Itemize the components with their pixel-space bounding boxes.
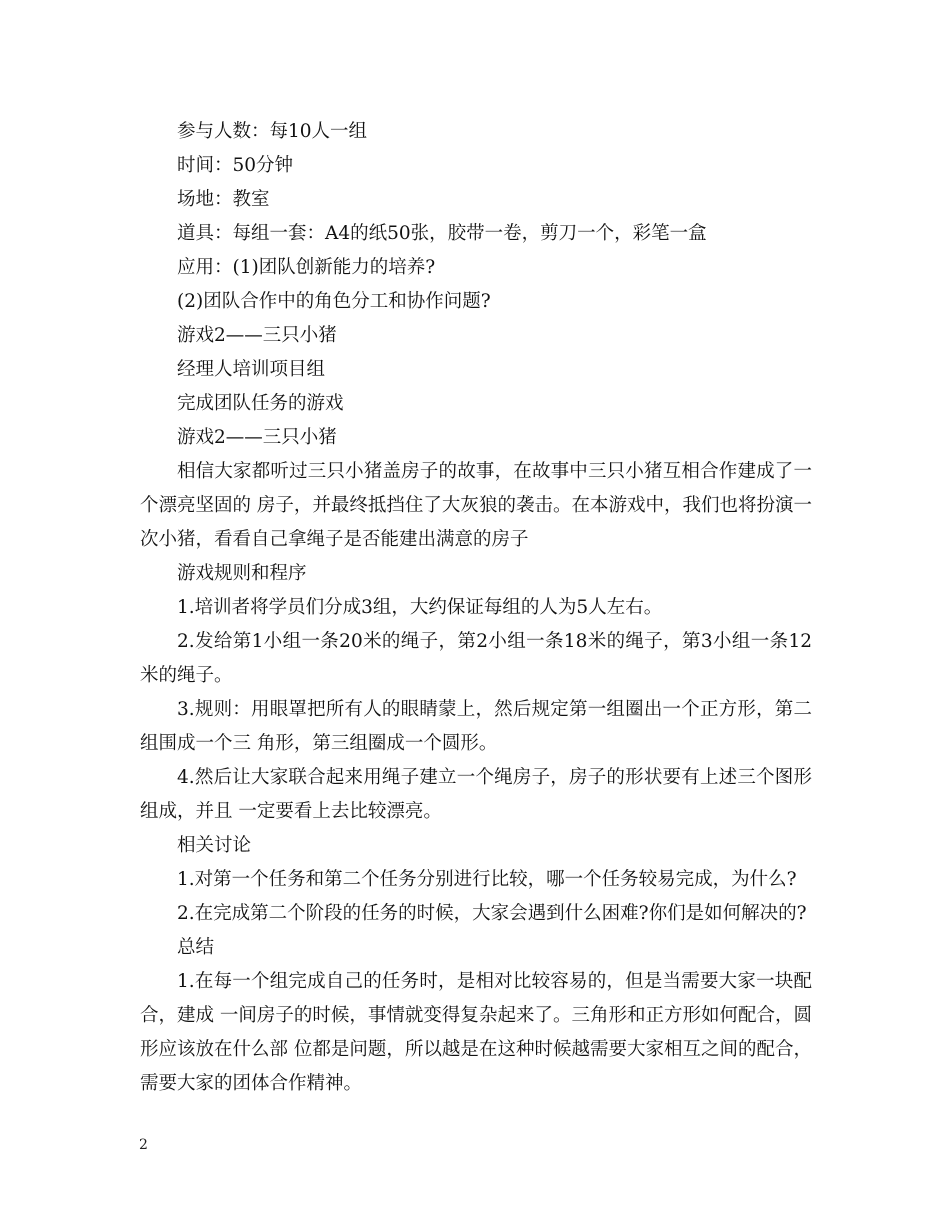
paragraph-section-title: 完成团队任务的游戏	[177, 393, 344, 414]
paragraph-rules-heading: 游戏规则和程序	[177, 563, 307, 584]
paragraph-discussion-2: 2.在完成第二个阶段的任务的时候，大家会遇到什么困难?你们是如何解决的?	[177, 903, 807, 924]
page-number: 2	[139, 1137, 148, 1153]
paragraph-summary-1: 1.在每一个组完成自己的任务时，是相对比较容易的，但是当需要大家一块配合，建成 一间房子的时候，事情就变得复杂起来了。三角形和正方形如何配合，圆形应该放在什么部 位都是问题，所以越是在这种时候越需要大家相互之间的配合，需要大家的团体合作精神。	[140, 971, 812, 1094]
document-body	[140, 115, 812, 1101]
paragraph-discussion-heading: 相关讨论	[177, 835, 252, 856]
paragraph-participants: 参与人数：每10人一组	[177, 121, 368, 142]
paragraph-game-title: 游戏2——三只小猪	[177, 325, 337, 346]
paragraph-summary-heading: 总结	[177, 937, 215, 958]
paragraph-application-1: 应用：(1)团队创新能力的培养?	[177, 257, 436, 278]
paragraph-intro: 相信大家都听过三只小猪盖房子的故事，在故事中三只小猪互相合作建成了一个漂亮坚固的 房子，并最终抵挡住了大灰狼的袭击。在本游戏中，我们也将扮演一次小猪，看看自己拿绳子是否能建出满意的房子	[140, 461, 812, 550]
paragraph-time: 时间：50分钟	[177, 155, 294, 176]
paragraph-rule-4: 4.然后让大家联合起来用绳子建立一个绳房子，房子的形状要有上述三个图形组成，并且 一定要看上去比较漂亮。	[140, 767, 812, 822]
paragraph-group-name: 经理人培训项目组	[177, 359, 326, 380]
paragraph-game-title-repeat: 游戏2——三只小猪	[177, 427, 337, 448]
paragraph-rule-3: 3.规则：用眼罩把所有人的眼睛蒙上，然后规定第一组圈出一个正方形，第二组围成一个三 角形，第三组圈成一个圆形。	[140, 699, 812, 754]
paragraph-props: 道具：每组一套：A4的纸50张，胶带一卷，剪刀一个，彩笔一盒	[177, 223, 707, 244]
paragraph-application-2: (2)团队合作中的角色分工和协作问题?	[177, 291, 491, 312]
paragraph-rule-2: 2.发给第1小组一条20米的绳子，第2小组一条18米的绳子，第3小组一条12米的绳子。	[140, 631, 812, 686]
paragraph-discussion-1: 1.对第一个任务和第二个任务分别进行比较，哪一个任务较易完成，为什么?	[177, 869, 797, 890]
paragraph-rule-1: 1.培训者将学员们分成3组，大约保证每组的人为5人左右。	[177, 597, 663, 618]
paragraph-venue: 场地：教室	[177, 189, 270, 210]
